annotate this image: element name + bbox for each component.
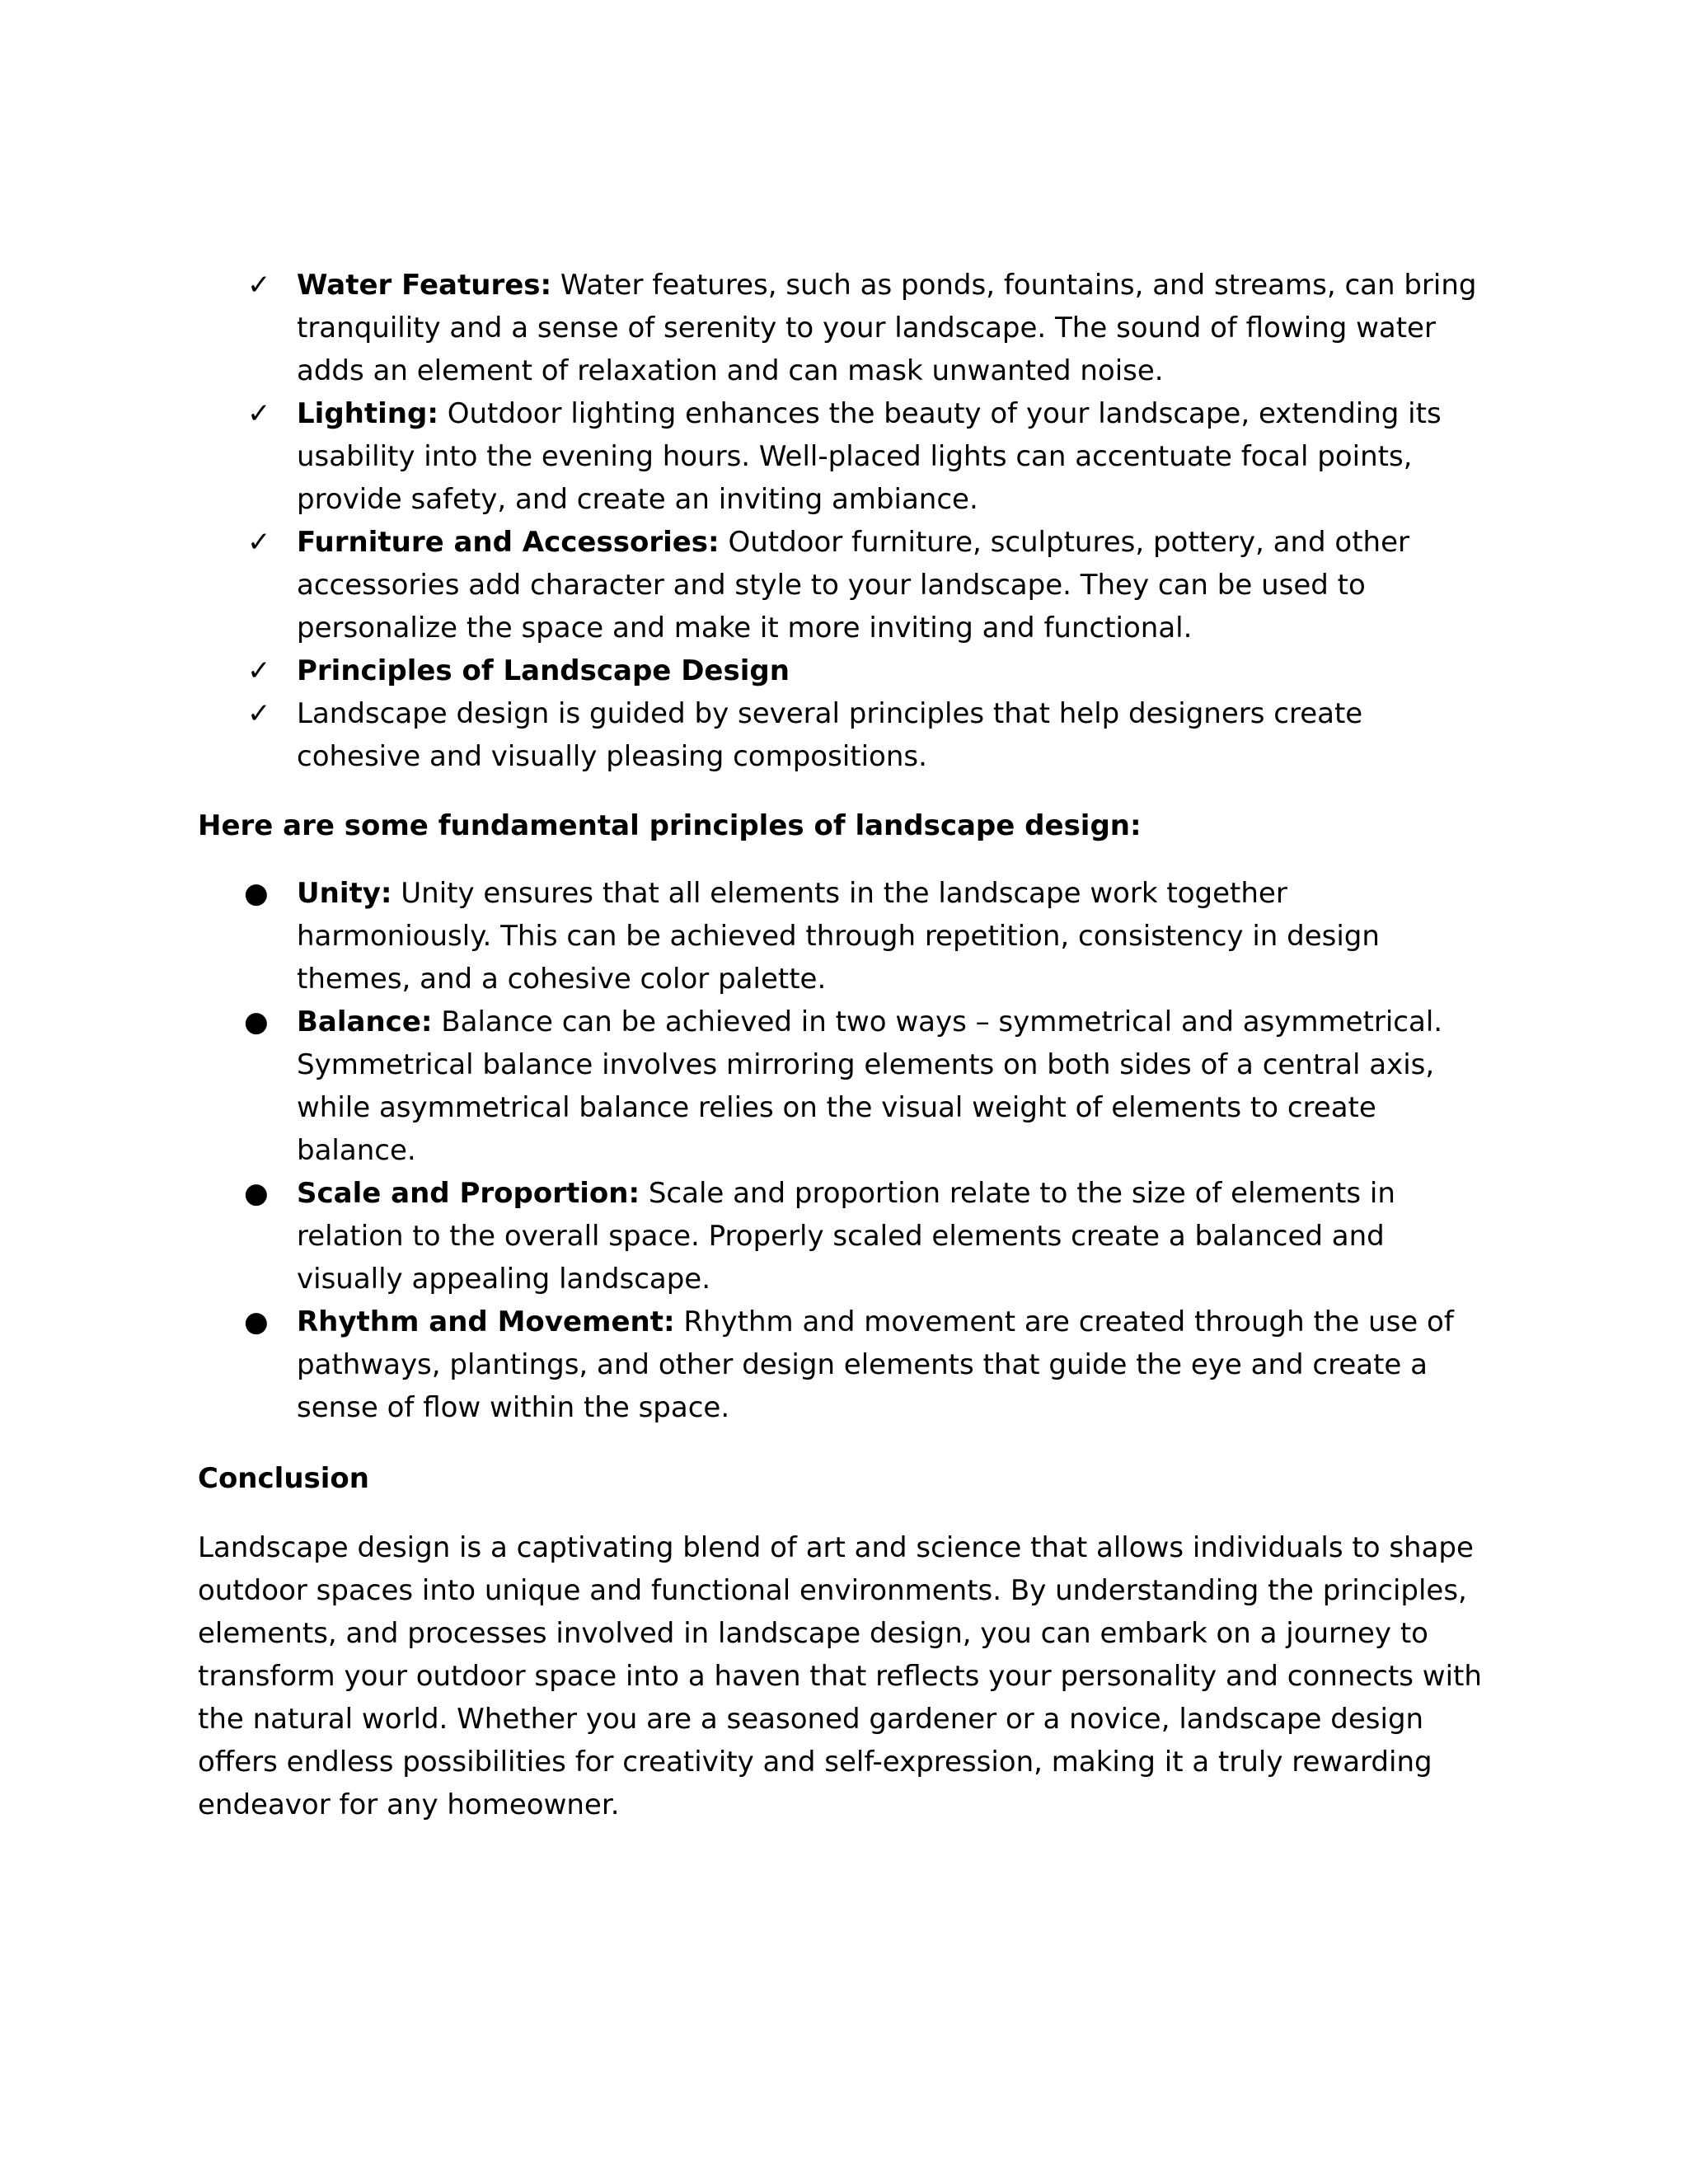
checklist-item-lighting bbox=[198, 392, 1484, 521]
item-text: Outdoor furniture, sculptures, pottery, and other accessories add character and style to your landscape. They can be used to personalize the space and make it more inviting and functional. bbox=[297, 526, 1409, 644]
check-mark-icon: ✓ bbox=[247, 269, 271, 302]
item-text: Scale and proportion relate to the size of elements in relation to the overall space. Properly scaled elements create a balanced and visually appealing landscape. bbox=[297, 1177, 1395, 1296]
item-label: Lighting: bbox=[297, 397, 438, 430]
bullet-icon: ● bbox=[244, 1005, 269, 1038]
conclusion-paragraph: Landscape design is a captivating blend of art and science that allows individuals to shape outdoor spaces into unique and functional environments. By understanding the principles, elements, and processes involved in landscape design, you can embark on a journey to transform your outdoor space into a haven that reflects your personality and connects with the natural world. Whether you are a seasoned gardener or a novice, landscape design offers endless possibilities for creativity and self-expression, making it a truly rewarding endeavor for any homeowner. bbox=[198, 1531, 1482, 1821]
item-label: Unity: bbox=[297, 877, 392, 910]
check-mark-icon: ✓ bbox=[247, 654, 271, 687]
item-text: Balance can be achieved in two ways – symmetrical and asymmetrical. Symmetrical balance involves mirroring elements on both sides of a central axis, while asymmetrical balance relies on the visual weight of elements to create balance. bbox=[297, 1005, 1443, 1167]
item-text: Rhythm and movement are created through the use of pathways, plantings, and other design elements that guide the eye and create a sense of flow within the space. bbox=[297, 1305, 1454, 1424]
document-content bbox=[198, 264, 1484, 1826]
principle-item-unity bbox=[198, 872, 1484, 1001]
checklist-item-furniture bbox=[198, 521, 1484, 649]
item-label: Principles of Landscape Design bbox=[297, 654, 790, 687]
principle-item-balance bbox=[198, 1001, 1484, 1172]
principles-list bbox=[198, 872, 1484, 1429]
check-mark-icon: ✓ bbox=[247, 697, 271, 730]
checklist-item-principles-intro bbox=[198, 692, 1484, 778]
item-text: Landscape design is guided by several principles that help designers create cohesive and visually pleasing compositions. bbox=[297, 697, 1363, 773]
checklist-item-water-features bbox=[198, 264, 1484, 392]
conclusion-heading: Conclusion bbox=[198, 1462, 369, 1495]
item-label: Balance: bbox=[297, 1005, 433, 1038]
feature-checklist bbox=[198, 264, 1484, 778]
item-label: Scale and Proportion: bbox=[297, 1177, 640, 1210]
principle-item-rhythm-movement bbox=[198, 1301, 1484, 1429]
check-mark-icon: ✓ bbox=[247, 526, 271, 559]
principle-item-scale-proportion bbox=[198, 1172, 1484, 1301]
item-text: Unity ensures that all elements in the landscape work together harmoniously. This can be achieved through repetition, consistency in design themes, and a cohesive color palette. bbox=[297, 877, 1380, 996]
item-label: Water Features: bbox=[297, 269, 552, 302]
bullet-icon: ● bbox=[244, 1305, 269, 1338]
bullet-icon: ● bbox=[244, 877, 269, 910]
item-text: Outdoor lighting enhances the beauty of your landscape, extending its usability into the evening hours. Well-placed lights can accentuate focal points, provide safety, and create an inviting ambiance. bbox=[297, 397, 1442, 516]
item-label: Furniture and Accessories: bbox=[297, 526, 720, 559]
checklist-item-principles-heading bbox=[198, 649, 1484, 692]
bullet-icon: ● bbox=[244, 1177, 269, 1210]
principles-heading: Here are some fundamental principles of landscape design: bbox=[198, 809, 1142, 842]
item-label: Rhythm and Movement: bbox=[297, 1305, 675, 1338]
check-mark-icon: ✓ bbox=[247, 397, 271, 430]
item-text: Water features, such as ponds, fountains, and streams, can bring tranquility and a sense of serenity to your landscape. The sound of flowing water adds an element of relaxation and can mask unwanted noise. bbox=[297, 269, 1477, 387]
